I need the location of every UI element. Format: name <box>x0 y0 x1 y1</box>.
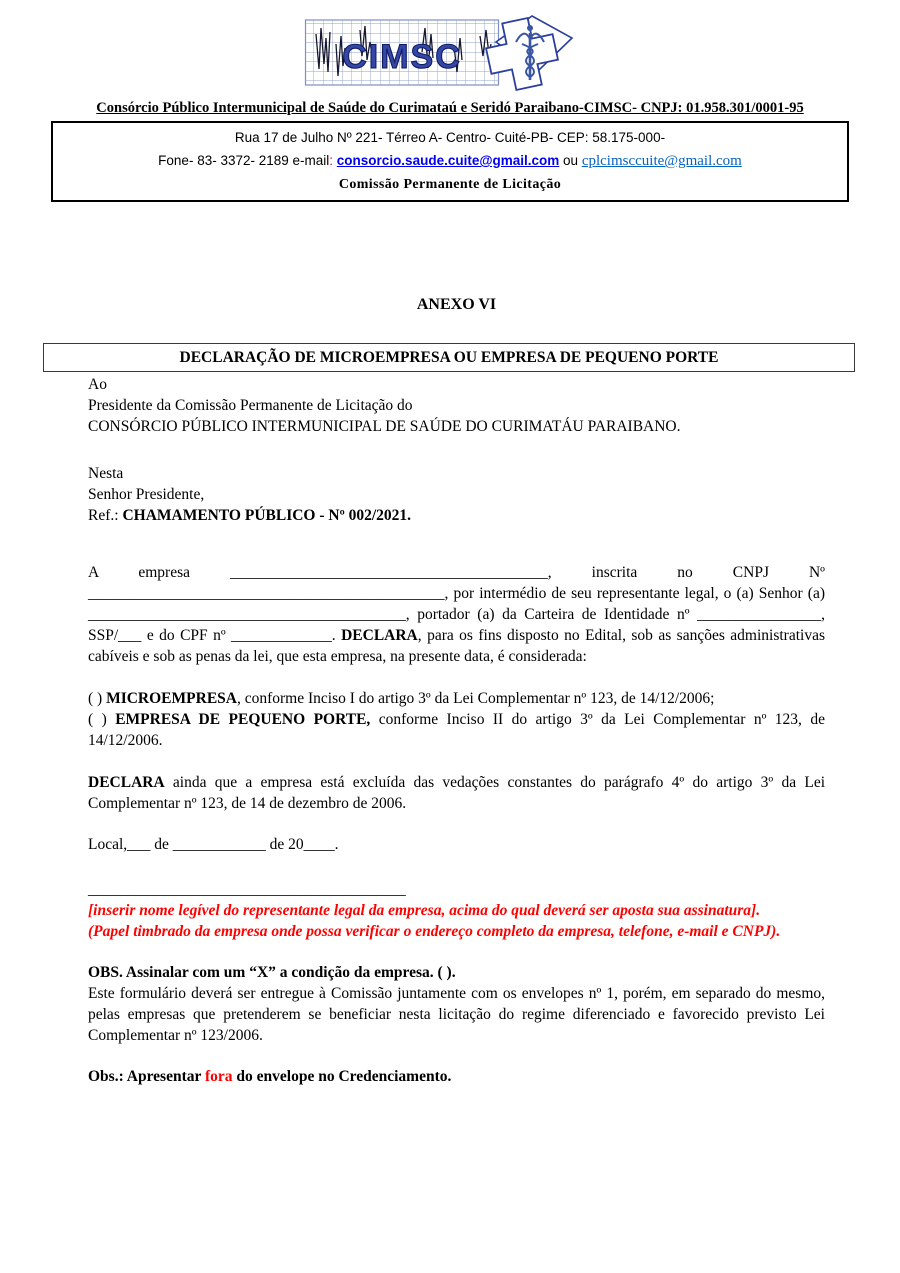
note-letterhead: (Papel timbrado da empresa onde possa verificar o endereço completo da empresa, telefone, e-mail e CNPJ). <box>88 923 781 940</box>
final-obs-line <box>88 1066 825 1087</box>
epp-label: EMPRESA DE PEQUENO PORTE, <box>115 711 371 728</box>
declara-paragraph <box>88 772 825 814</box>
main-paragraph-part1: A empresa _________________________________________, inscrita no CNPJ Nº ______________________________________________, por intermédio de seu representante legal, o (a) Senhor (a) _________________________________________, portador (a) da Carteira de Identidade nº ________________, SSP/___ e do CPF nº _____________. <box>88 564 825 644</box>
annex-title: ANEXO VI <box>416 296 497 313</box>
note-representative: [inserir nome legível do representante legal da empresa, acima do qual deverá ser aposta sua assinatura]. <box>88 902 761 919</box>
logo-graphic <box>304 14 596 92</box>
checkbox-2: ( ) <box>88 711 116 728</box>
final-obs-fora: fora <box>204 1068 233 1085</box>
signature-line: _________________________________________ <box>88 881 406 898</box>
obs-paragraph: Este formulário deverá ser entregue à Comissão juntamente com os envelopes nº 1, porém, em separado do mesmo, pelas empresas que pretenderem se beneficiar nesta licitação do regime diferenciado e favorecido previsto Lei Complementar nº 123/2006. <box>88 985 825 1044</box>
checkbox-1-text: , conforme Inciso I do artigo 3º da Lei Complementar nº 123, de 14/12/2006; <box>236 690 715 707</box>
declara-text: ainda que a empresa está excluída das vedações constantes do parágrafo 4º do artigo 3º da Lei Complementar nº 123, de 14 de dezembro de 2006. <box>88 774 825 812</box>
ref-value: CHAMAMENTO PÚBLICO - Nº 002/2021. <box>122 507 412 524</box>
checkbox-microempresa <box>88 688 825 709</box>
org-title: Consórcio Público Intermunicipal de Saúde do Curimataú e Seridó Paraibano-CIMSC- CNPJ: 01.958.301/0001-95 <box>96 100 804 116</box>
cimsc-logo <box>304 14 596 98</box>
email-secondary-link[interactable]: cplcimsccuite@gmail.com <box>581 153 742 169</box>
checkbox-2-text: conforme Inciso II do artigo 3º da Lei Complementar nº 123, de 14/12/2006. <box>88 711 825 749</box>
addressee-consortium: CONSÓRCIO PÚBLICO INTERMUNICIPAL DE SAÚDE DO CURIMATÁU PARAIBANO. <box>88 418 681 435</box>
document-body <box>0 294 900 1087</box>
phone-email-line <box>53 149 847 173</box>
place-line: Nesta <box>88 465 124 482</box>
microempresa-label: MICROEMPRESA <box>106 690 237 707</box>
phone-label: Fone- 83- 3372- 2189 e-mail <box>158 153 330 168</box>
ref-label: Ref.: <box>88 507 123 524</box>
red-colon: : <box>329 153 337 168</box>
ref-line <box>88 505 825 526</box>
header-contact-box <box>51 121 849 202</box>
address-line: Rua 17 de Julho Nº 221- Térreo A- Centro- Cuité-PB- CEP: 58.175-000- <box>234 130 666 145</box>
checkbox-epp <box>88 709 825 751</box>
obs-instruction: OBS. Assinalar com um “X” a condição da empresa. ( ). <box>88 964 456 981</box>
conjunction: ou <box>559 153 582 168</box>
declaration-title: DECLARAÇÃO DE MICROEMPRESA OU EMPRESA DE PEQUENO PORTE <box>179 349 719 366</box>
addressee-president: Presidente da Comissão Permanente de Licitação do <box>88 397 413 414</box>
main-declaration-paragraph <box>88 562 825 667</box>
date-place-line: Local,___ de ____________ de 20____. <box>88 836 339 853</box>
final-obs-part1: Obs.: Apresentar <box>88 1068 205 1085</box>
declara-keyword-2: DECLARA <box>88 774 165 791</box>
logo-acronym-text: CIMSC <box>342 38 462 76</box>
main-paragraph-part2: , para os fins disposto no Edital, sob as sanções administrativas cabíveis e sob as penas da lei, que esta empresa, na presente data, é considerada: <box>88 627 825 665</box>
declaration-title-box <box>43 343 855 372</box>
commission-line: Comissão Permanente de Licitação <box>338 177 562 192</box>
checkbox-1: ( ) <box>88 690 107 707</box>
declara-keyword: DECLARA <box>341 627 418 644</box>
email-primary-link[interactable]: consorcio.saude.cuite@gmail.com <box>336 153 560 168</box>
salutation-line: Senhor Presidente, <box>88 486 205 503</box>
addressee-ao: Ao <box>88 376 107 393</box>
final-obs-part2: do envelope no Credenciamento. <box>232 1068 452 1085</box>
